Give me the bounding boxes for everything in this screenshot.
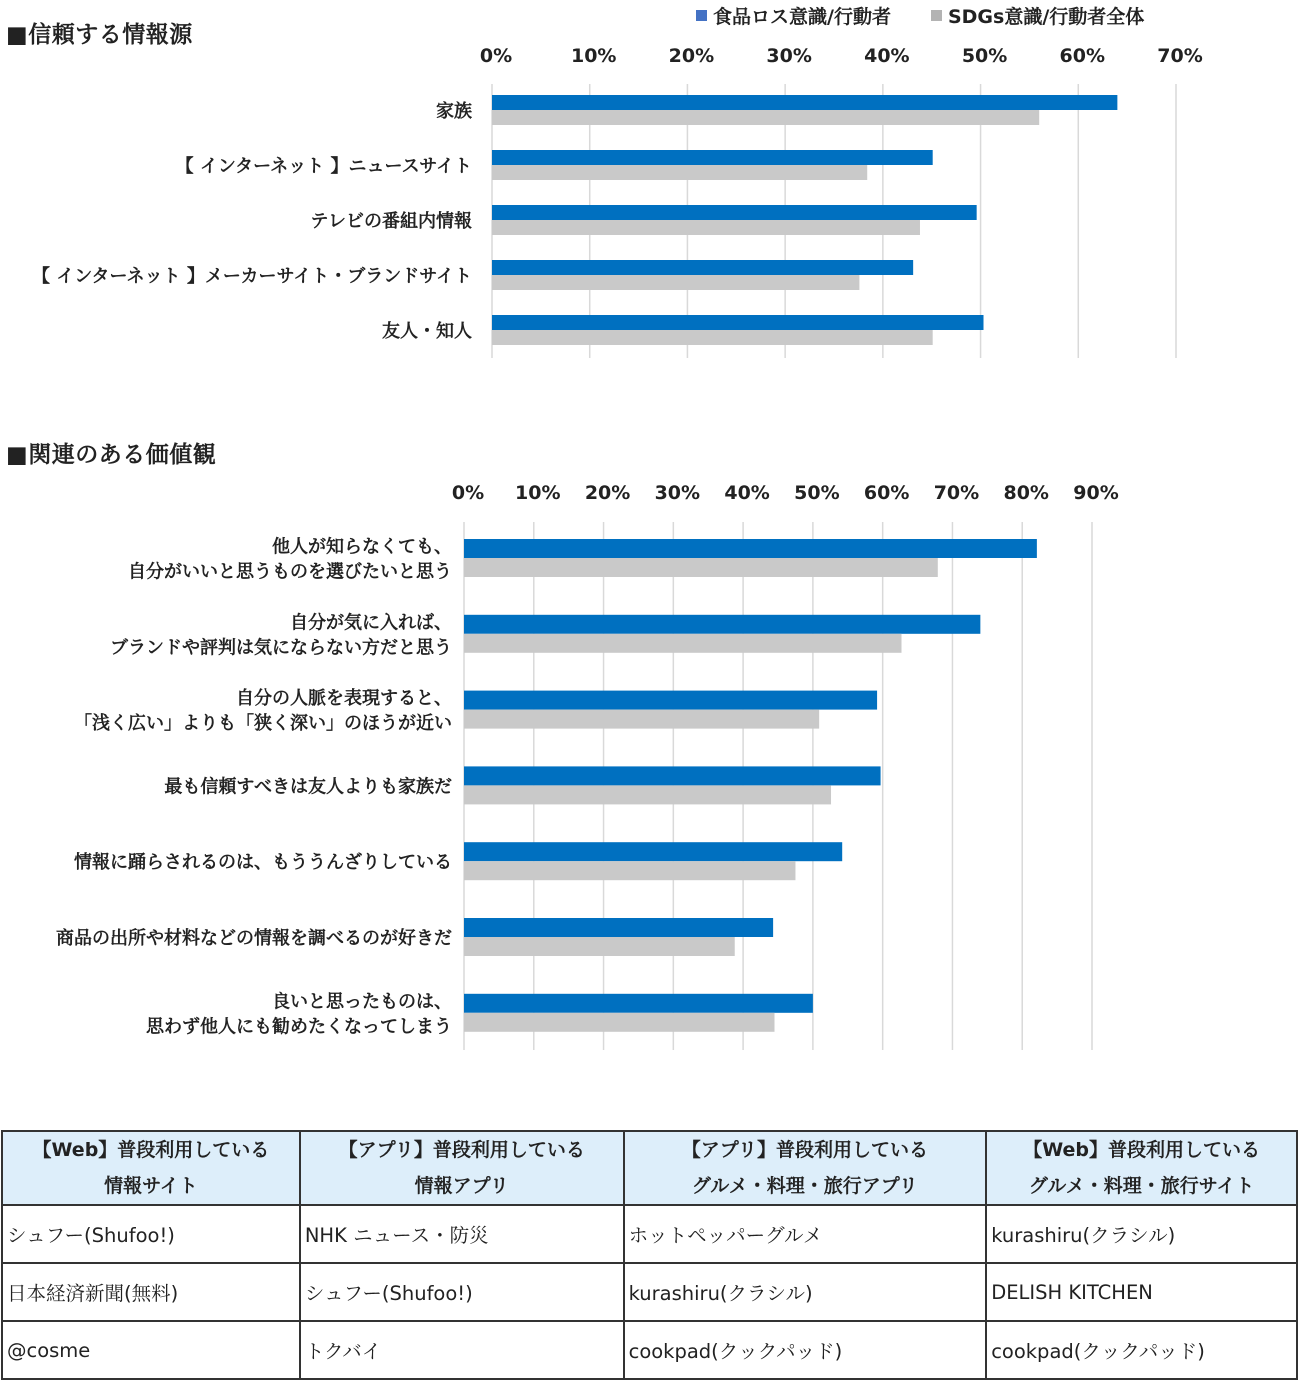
table-cell: シュフー(Shufoo!): [300, 1263, 624, 1321]
category-label: 自分がいいと思うものを選びたいと思う: [128, 561, 452, 583]
apps-table: [1, 1130, 1298, 1380]
table-cell: @cosme: [2, 1321, 300, 1379]
legend-label-series2: SDGs意識/行動者全体: [947, 6, 1145, 28]
bar-series2: [464, 558, 938, 577]
tick-label: 70%: [933, 482, 980, 504]
bar-series2: [464, 1013, 775, 1032]
bar-series1: [464, 842, 842, 861]
tick-label: 90%: [1073, 482, 1119, 504]
tick-label: 20%: [668, 45, 715, 67]
tick-label: 0%: [479, 45, 513, 67]
bar-series1: [464, 615, 980, 634]
bar-series2: [464, 634, 902, 653]
table-cell: ホットペッパーグルメ: [624, 1205, 987, 1263]
tick-label: 50%: [961, 45, 1008, 67]
table-header-web-gourmet: 【Web】普段利用している グルメ・料理・旅行サイト: [986, 1131, 1297, 1205]
tick-label: 30%: [766, 45, 812, 67]
table-cell: kurashiru(クラシル): [986, 1205, 1297, 1263]
tick-label: 80%: [1003, 482, 1049, 504]
category-label: 情報に踊らされるのは、もううんざりしている: [74, 852, 452, 874]
table-row: [2, 1205, 1297, 1263]
chart1-title: ■信頼する情報源: [6, 22, 193, 48]
bar-series1: [464, 918, 773, 937]
category-label: 家族: [436, 101, 472, 122]
bar-series2: [464, 861, 795, 880]
category-label: 【 インターネット 】メーカーサイト・ブランドサイト: [31, 266, 472, 287]
table-header-app-info: 【アプリ】普段利用している 情報アプリ: [300, 1131, 624, 1205]
category-label: 「浅く広い」よりも「狭く深い」のほうが近い: [74, 713, 452, 735]
bar-series2: [464, 710, 819, 729]
category-label: 自分の人脈を表現すると、: [236, 688, 452, 710]
tick-label: 60%: [863, 482, 910, 504]
bar-series1: [464, 539, 1037, 558]
tick-label: 60%: [1059, 45, 1106, 67]
tick-label: 50%: [794, 482, 840, 504]
tick-label: 40%: [864, 45, 910, 67]
bar-series2: [464, 937, 735, 956]
table-cell: cookpad(クックパッド): [624, 1321, 987, 1379]
tick-label: 30%: [654, 482, 701, 504]
table-row: [2, 1321, 1297, 1379]
tick-label: 70%: [1157, 45, 1203, 67]
category-label: 【 インターネット 】ニュースサイト: [175, 156, 472, 177]
bar-series1: [464, 766, 881, 785]
tick-label: 10%: [515, 482, 561, 504]
category-label: 自分が気に入れば、: [290, 612, 452, 634]
table-cell: cookpad(クックパッド): [986, 1321, 1297, 1379]
tick-label: 20%: [584, 482, 631, 504]
category-label: 友人・知人: [382, 321, 472, 342]
bar-series1: [464, 994, 813, 1013]
table-cell: kurashiru(クラシル): [624, 1263, 987, 1321]
table-cell: NHK ニュース・防災: [300, 1205, 624, 1263]
category-label: 最も信頼すべきは友人よりも家族だ: [164, 776, 452, 798]
category-label: 思わず他人にも勧めたくなってしまう: [146, 1016, 452, 1038]
table-cell: シュフー(Shufoo!): [2, 1205, 300, 1263]
category-label: 他人が知らなくても、: [272, 536, 452, 558]
category-label: 良いと思ったものは、: [272, 991, 452, 1013]
table-cell: 日本経済新聞(無料): [2, 1263, 300, 1321]
category-label: テレビの番組内情報: [310, 211, 472, 232]
chart2-title: ■関連のある価値観: [6, 442, 217, 468]
table-header-web-info: 【Web】普段利用している 情報サイト: [2, 1131, 300, 1205]
table-row: [2, 1263, 1297, 1321]
tick-label: 0%: [451, 482, 485, 504]
table-cell: DELISH KITCHEN: [986, 1263, 1297, 1321]
table-header-row: [2, 1131, 1297, 1205]
category-label: 商品の出所や材料などの情報を調べるのが好きだ: [56, 928, 452, 949]
table-cell: トクバイ: [300, 1321, 624, 1379]
category-label: ブランドや評判は気にならない方だと思う: [110, 637, 452, 659]
tick-label: 10%: [570, 45, 617, 67]
bar-series2: [464, 785, 831, 804]
tick-label: 40%: [724, 482, 770, 504]
legend-label-series1: 食品ロス意識/行動者: [713, 6, 891, 28]
bar-series1: [464, 691, 877, 710]
table-header-app-gourmet: 【アプリ】普段利用している グルメ・料理・旅行アプリ: [624, 1131, 987, 1205]
